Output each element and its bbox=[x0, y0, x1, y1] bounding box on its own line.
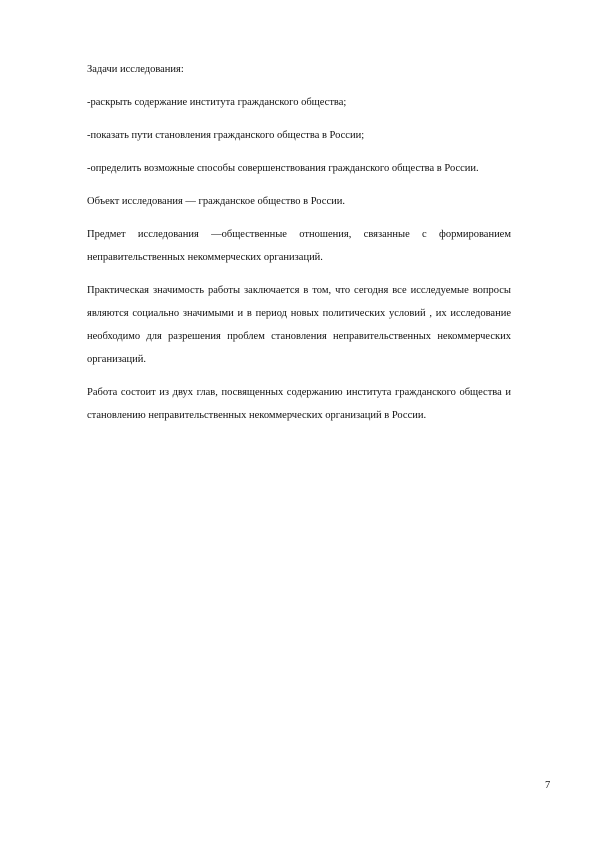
practical-significance: Практическая значимость работы заключается в том, что сегодня все исследуемые вопросы являются социально значимыми и в период новых политических условий , их исследование необходимо для разрешения проблем становления неправительственных некоммерческих организаций. bbox=[87, 285, 511, 365]
work-structure: Работа состоит из двух глав, посвященных содержанию института гражданского общества и становлению неправительственных некоммерческих организаций в России. bbox=[87, 387, 511, 421]
body-text bbox=[87, 58, 511, 437]
page-number: 7 bbox=[545, 780, 551, 791]
task-item-1: -раскрыть содержание института гражданского общества; bbox=[87, 97, 347, 108]
research-object: Объект исследования — гражданское общество в России. bbox=[87, 196, 345, 207]
task-item-2: -показать пути становления гражданского общества в России; bbox=[87, 130, 365, 141]
tasks-heading: Задачи исследования: bbox=[87, 64, 184, 75]
task-item-3: -определить возможные способы совершенствования гражданского общества в России. bbox=[87, 163, 479, 174]
research-subject: Предмет исследования —общественные отношения, связанные с формированием неправительственных некоммерческих организаций. bbox=[87, 229, 511, 263]
